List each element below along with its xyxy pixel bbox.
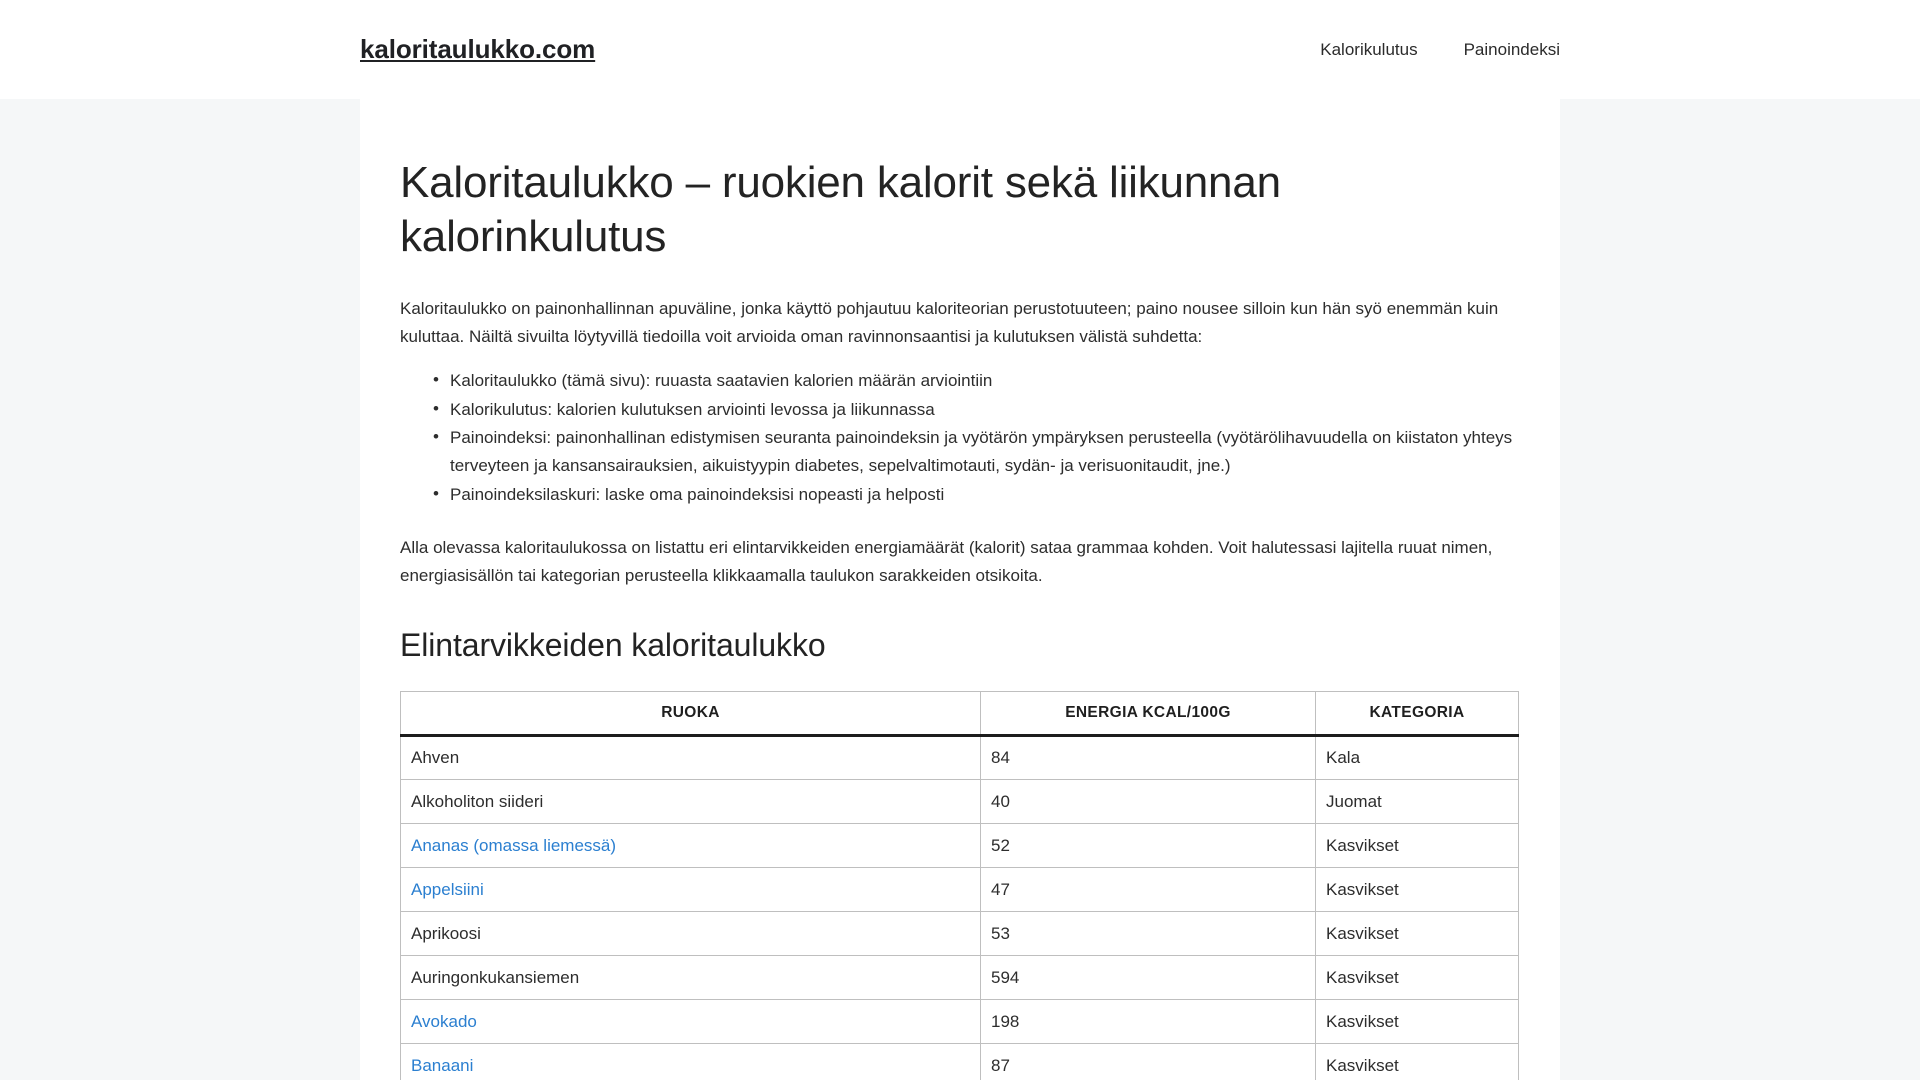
table-row — [401, 868, 1519, 912]
cell-energy: 594 — [981, 956, 1316, 1000]
food-link[interactable]: Appelsiini — [411, 879, 484, 899]
table-header-row — [401, 692, 1519, 736]
intro-list — [400, 367, 1520, 508]
cell-category: Kasvikset — [1316, 824, 1519, 868]
intro-paragraph: Kaloritaulukko on painonhallinnan apuväline, jonka käyttö pohjautuu kaloriteorian perustotuuteen; paino nousee silloin kun hän syö enemmän kuin kuluttaa. Näiltä sivuilta löytyvillä tiedoilla voit arvioida oman ravinnonsaantisi ja kulutuksen välistä suhdetta: — [400, 299, 1499, 346]
table-row — [401, 780, 1519, 824]
cell-category: Kala — [1316, 736, 1519, 780]
cell-category: Juomat — [1316, 780, 1519, 824]
header-inner — [360, 34, 1560, 65]
page-body — [0, 99, 1920, 1080]
food-link[interactable]: Ananas (omassa liemessä) — [411, 835, 617, 855]
list-item: • Painoindeksi: painonhallinan edistymisen seuranta painoindeksin ja vyötärön ympäryksen perusteella (vyötärölihavuudella on kiistaton yhteys terveyteen ja kansansairauksien, aikuistyypin diabetes, sepelvaltimotauti, sydän- ja verisuonitaudit, jne.) — [433, 424, 1520, 479]
column-header-ruoka[interactable]: RUOKA — [401, 692, 981, 736]
cell-food: Alkoholiton siideri — [401, 780, 981, 824]
table-row — [401, 912, 1519, 956]
cell-food: Ahven — [401, 736, 981, 780]
calorie-table — [400, 691, 1519, 1080]
list-item: • Kaloritaulukko (tämä sivu): ruuasta saatavien kalorien määrän arviointiin — [433, 367, 1520, 395]
list-item: • Painoindeksilaskuri: laske oma painoindeksisi nopeasti ja helposti — [433, 481, 1520, 509]
cell-energy: 40 — [981, 780, 1316, 824]
list-item: • Kalorikulutus: kalorien kulutuksen arviointi levossa ja liikunnassa — [433, 396, 1520, 424]
cell-food — [401, 1044, 981, 1080]
cell-energy: 84 — [981, 736, 1316, 780]
cell-category: Kasvikset — [1316, 912, 1519, 956]
site-header — [0, 0, 1920, 99]
table-row — [401, 956, 1519, 1000]
table-row — [401, 1000, 1519, 1044]
page-title: Kaloritaulukko – ruokien kalorit sekä liikunnan kalorinkulutus — [400, 158, 1281, 261]
cell-food: Aprikoosi — [401, 912, 981, 956]
cell-food — [401, 1000, 981, 1044]
cell-food — [401, 824, 981, 868]
cell-category: Kasvikset — [1316, 1044, 1519, 1080]
table-body — [401, 736, 1519, 1080]
column-header-energia[interactable]: ENERGIA KCAL/100G — [981, 692, 1316, 736]
content-card — [360, 99, 1560, 1080]
cell-energy: 87 — [981, 1044, 1316, 1080]
table-row — [401, 824, 1519, 868]
cell-energy: 52 — [981, 824, 1316, 868]
table-row — [401, 736, 1519, 780]
cell-energy: 198 — [981, 1000, 1316, 1044]
cell-energy: 47 — [981, 868, 1316, 912]
food-link[interactable]: Avokado — [411, 1011, 477, 1031]
cell-category: Kasvikset — [1316, 868, 1519, 912]
column-header-kategoria[interactable]: KATEGORIA — [1316, 692, 1519, 736]
table-row — [401, 1044, 1519, 1080]
cell-food: Auringonkukansiemen — [401, 956, 981, 1000]
nav-item-kalorikulutus[interactable]: Kalorikulutus — [1320, 39, 1418, 59]
cell-category: Kasvikset — [1316, 956, 1519, 1000]
site-logo-link[interactable]: kaloritaulukko.com — [360, 34, 596, 64]
section-title: Elintarvikkeiden kaloritaulukko — [400, 627, 826, 664]
food-link[interactable]: Banaani — [411, 1055, 474, 1075]
nav-item-painoindeksi[interactable]: Painoindeksi — [1463, 39, 1560, 59]
main-navigation — [1320, 40, 1560, 60]
cell-food — [401, 868, 981, 912]
cell-category: Kasvikset — [1316, 1000, 1519, 1044]
second-paragraph: Alla olevassa kaloritaulukossa on listattu eri elintarvikkeiden energiamäärät (kalorit) sataa grammaa kohden. Voit halutessasi lajitella ruuat nimen, energiasisällön tai kategorian perusteella klikkaamalla taulukon sarakkeiden otsikoita. — [400, 538, 1493, 585]
table-head — [401, 692, 1519, 736]
cell-energy: 53 — [981, 912, 1316, 956]
